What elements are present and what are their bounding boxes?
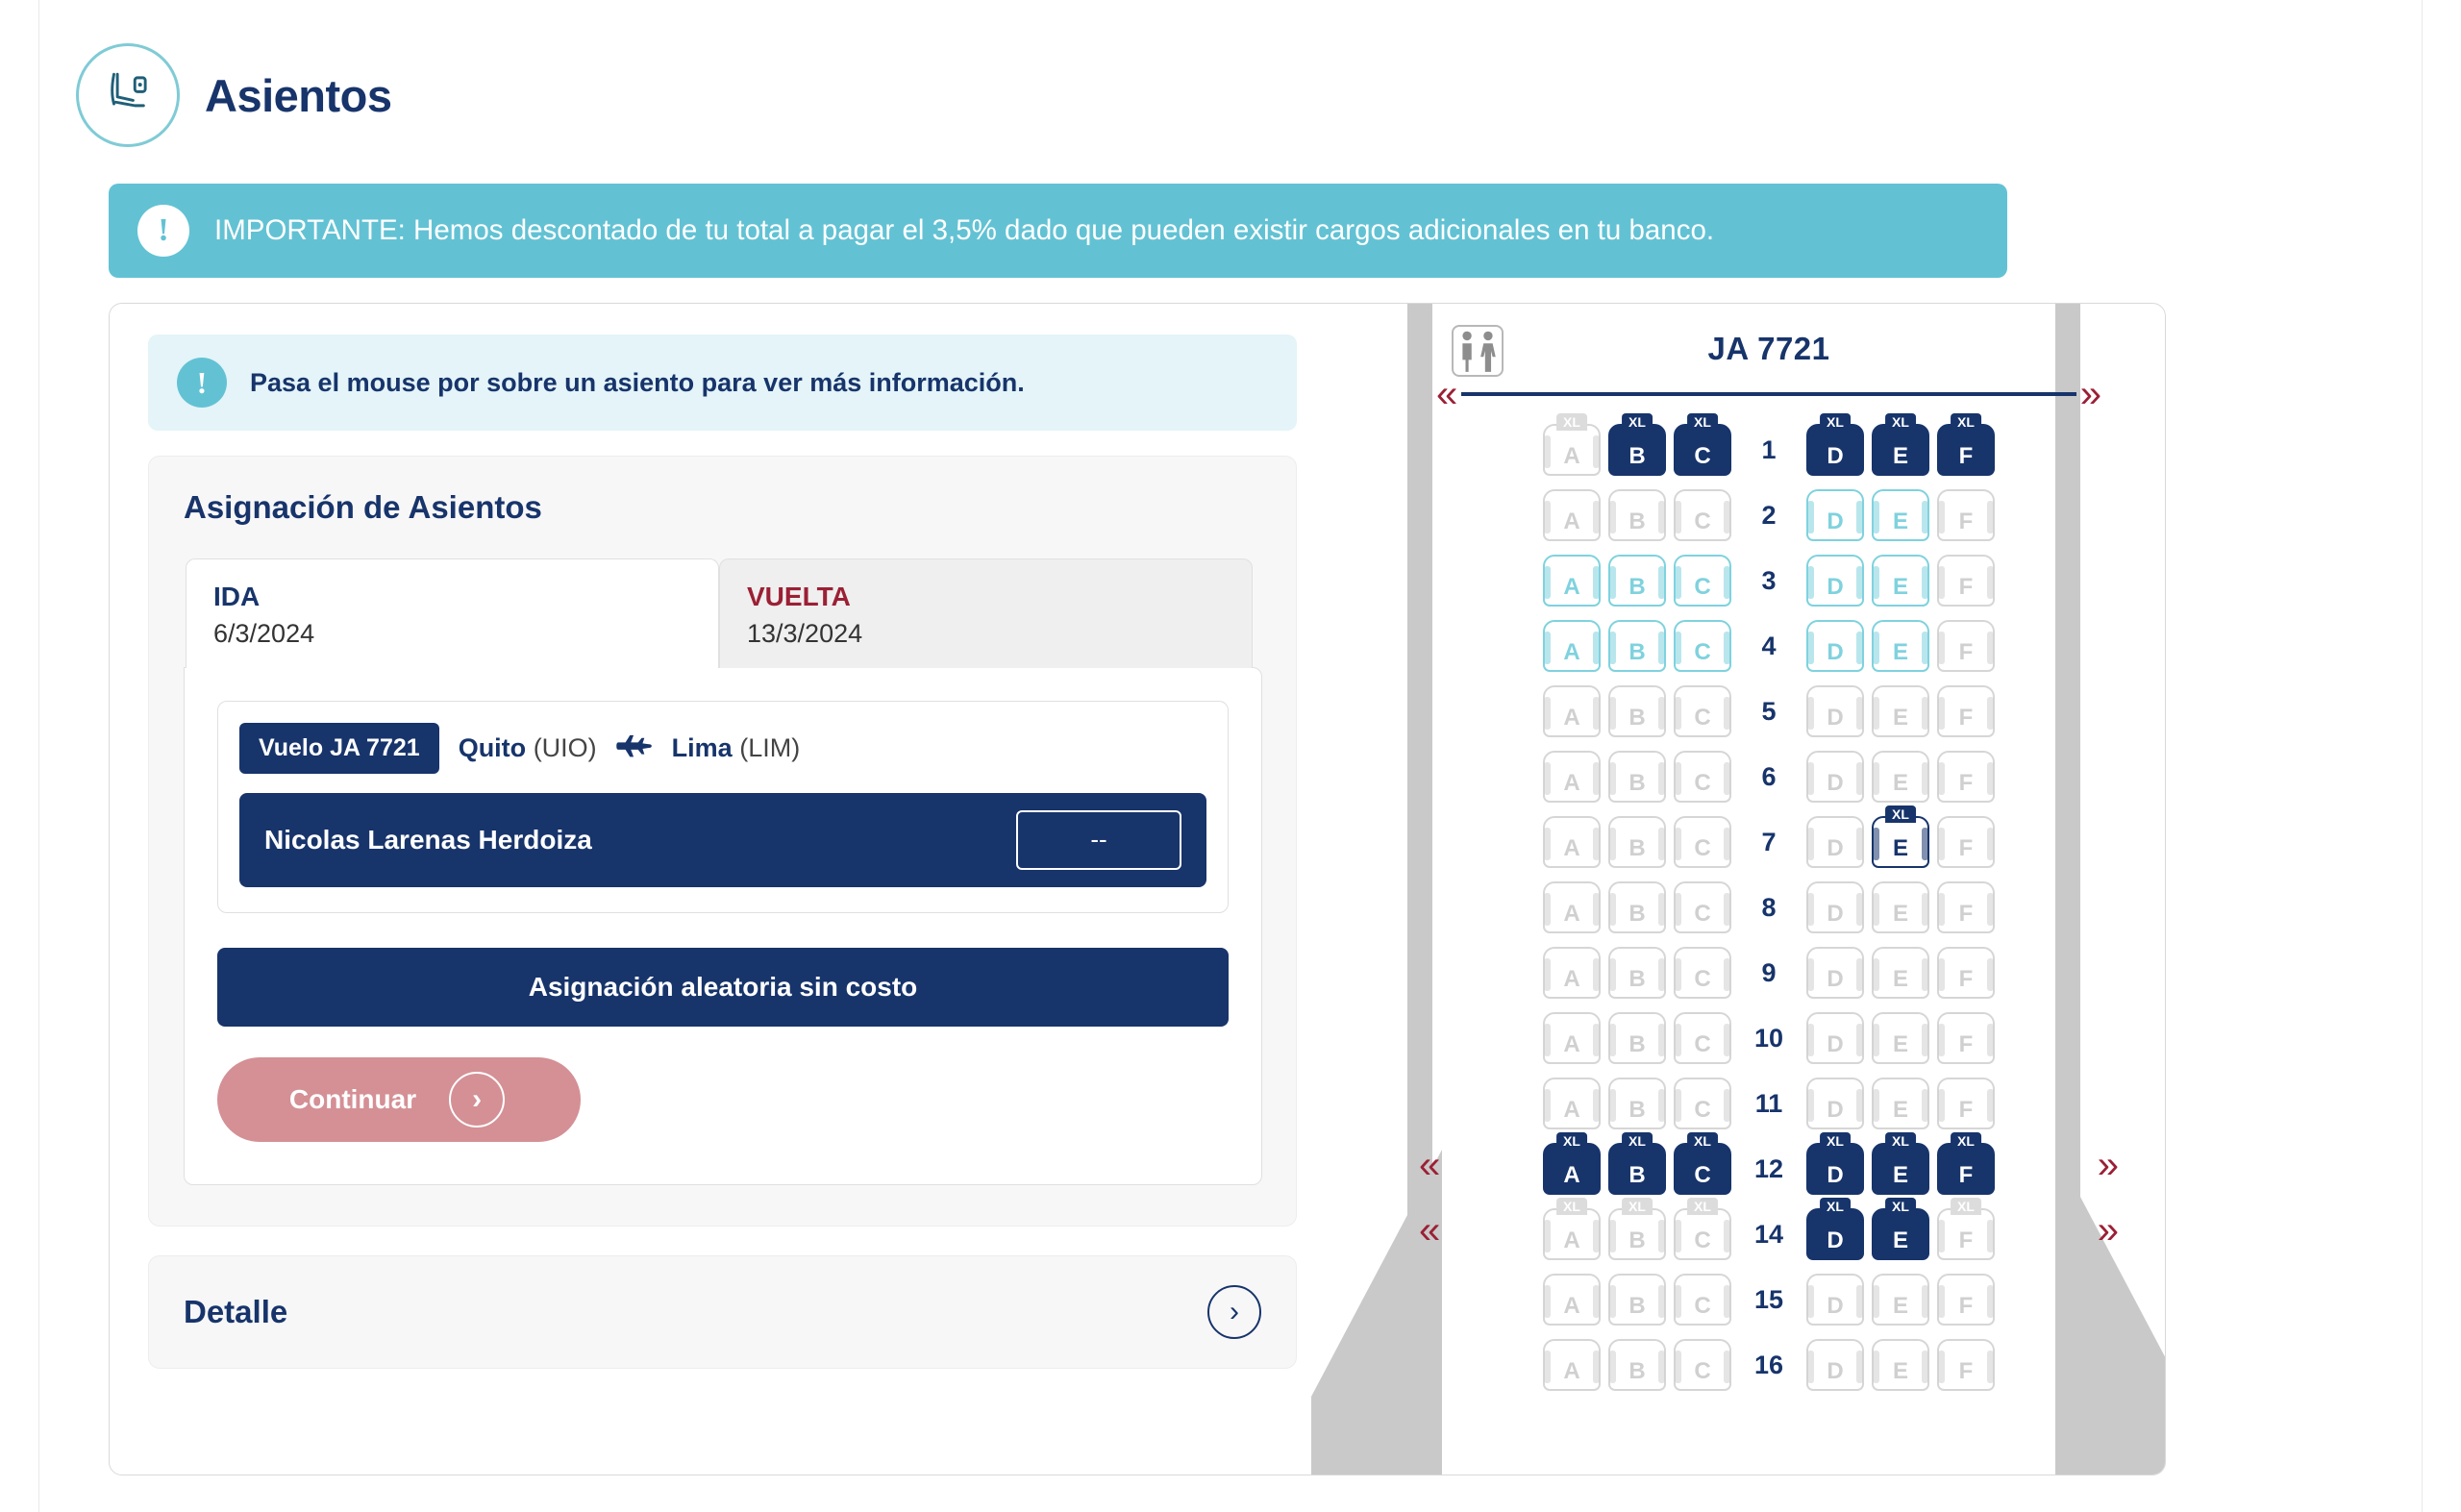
- seat-label: A: [1563, 443, 1580, 469]
- seat-4A[interactable]: [1543, 620, 1601, 672]
- lavatory-icon: [1452, 325, 1504, 377]
- seat-15F: [1937, 1274, 1995, 1326]
- seat-label: A: [1563, 1358, 1580, 1384]
- seat-label: B: [1628, 705, 1646, 731]
- seatmap-column: [1311, 304, 2165, 1475]
- xl-badge: XL: [1885, 1198, 1916, 1215]
- seat-8D: [1806, 881, 1864, 933]
- seat-row: [1432, 1005, 2105, 1071]
- seat-label: E: [1892, 770, 1908, 796]
- seat-label: E: [1892, 966, 1908, 992]
- seat-11C: [1674, 1078, 1731, 1129]
- seat-6B: [1608, 751, 1666, 803]
- seat-label: A: [1563, 1097, 1580, 1123]
- origin-label: [459, 733, 597, 763]
- seat-7A: [1543, 816, 1601, 868]
- seat-label: C: [1694, 705, 1711, 731]
- seat-label: E: [1892, 1358, 1908, 1384]
- seat-label: A: [1563, 705, 1580, 731]
- seat-1B[interactable]: [1608, 414, 1666, 476]
- seat-label: F: [1958, 1227, 1974, 1253]
- seat-16A: [1543, 1339, 1601, 1391]
- seat-1F[interactable]: [1937, 414, 1995, 476]
- seat-label: E: [1892, 1097, 1908, 1123]
- seat-label: E: [1892, 508, 1908, 534]
- seat-2D[interactable]: [1806, 489, 1864, 541]
- seat-label: B: [1628, 1162, 1646, 1188]
- xl-badge: XL: [1885, 413, 1916, 431]
- row-number: 5: [1761, 696, 1777, 726]
- assignment-title: Asignación de Asientos: [184, 489, 542, 525]
- seat-label: D: [1827, 835, 1844, 861]
- destination-city: Lima: [671, 732, 733, 762]
- seat-label: A: [1563, 1227, 1580, 1253]
- seat-label: C: [1694, 1097, 1711, 1123]
- seat-label: C: [1694, 770, 1711, 796]
- seat-label: D: [1827, 705, 1844, 731]
- seat-label: A: [1563, 966, 1580, 992]
- seat-label: A: [1563, 770, 1580, 796]
- seat-11E: [1872, 1078, 1929, 1129]
- detail-panel[interactable]: [148, 1255, 1297, 1369]
- seat-16B: [1608, 1339, 1666, 1391]
- seat-6E: [1872, 751, 1929, 803]
- seat-12A[interactable]: [1543, 1133, 1601, 1195]
- xl-badge: XL: [1820, 413, 1851, 431]
- tab-vuelta-label: VUELTA: [747, 582, 851, 611]
- seat-6D: [1806, 751, 1864, 803]
- seat-2A: [1543, 489, 1601, 541]
- seat-2B: [1608, 489, 1666, 541]
- seat-3B[interactable]: [1608, 555, 1666, 607]
- seat-label: E: [1892, 705, 1908, 731]
- seat-icon: [76, 43, 180, 147]
- seat-9B: [1608, 947, 1666, 999]
- seat-label: A: [1563, 574, 1580, 600]
- xl-badge: XL: [1622, 413, 1653, 431]
- seat-15E: [1872, 1274, 1929, 1326]
- tab-ida-label: IDA: [213, 582, 261, 611]
- seat-label: F: [1958, 770, 1974, 796]
- destination-code: (LIM): [739, 732, 801, 762]
- seat-14D[interactable]: [1806, 1199, 1864, 1260]
- seat-label: F: [1958, 1162, 1974, 1188]
- seat-label: C: [1694, 1293, 1711, 1319]
- seat-label: F: [1958, 1293, 1974, 1319]
- seat-4E[interactable]: [1872, 620, 1929, 672]
- xl-badge: XL: [1556, 413, 1587, 431]
- seat-14B: [1608, 1199, 1666, 1260]
- seat-4B[interactable]: [1608, 620, 1666, 672]
- seat-7D: [1806, 816, 1864, 868]
- seat-3A[interactable]: [1543, 555, 1601, 607]
- seat-11F: [1937, 1078, 1995, 1129]
- seat-label: C: [1694, 1031, 1711, 1057]
- chevron-right-icon: ›: [449, 1072, 505, 1128]
- seat-14A: [1543, 1199, 1601, 1260]
- seat-label: E: [1892, 901, 1908, 927]
- seat-15A: [1543, 1274, 1601, 1326]
- passenger-name: Nicolas Larenas Herdoiza: [264, 824, 592, 855]
- exclamation-icon: !: [137, 205, 189, 257]
- seat-row: [1432, 679, 2105, 744]
- seat-label: D: [1827, 901, 1844, 927]
- exit-chevron-icon: »: [2097, 1144, 2119, 1186]
- seat-row: [1419, 1199, 2119, 1267]
- seat-5A: [1543, 685, 1601, 737]
- seat-1E[interactable]: [1872, 414, 1929, 476]
- seat-12F[interactable]: [1937, 1133, 1995, 1195]
- chevron-right-icon[interactable]: ›: [1207, 1285, 1261, 1339]
- seat-3D[interactable]: [1806, 555, 1864, 607]
- seat-label: B: [1628, 1358, 1646, 1384]
- seat-label: B: [1628, 966, 1646, 992]
- seat-label: D: [1827, 1097, 1844, 1123]
- passenger-row: [239, 793, 1206, 887]
- seat-2F: [1937, 489, 1995, 541]
- seat-label: F: [1958, 574, 1974, 600]
- seat-5D: [1806, 685, 1864, 737]
- xl-badge: XL: [1951, 1198, 1981, 1215]
- row-number: 11: [1754, 1088, 1783, 1118]
- seat-label: B: [1628, 1227, 1646, 1253]
- seat-label: D: [1827, 1293, 1844, 1319]
- seat-5B: [1608, 685, 1666, 737]
- seat-16D: [1806, 1339, 1864, 1391]
- flight-number-chip: Vuelo JA 7721: [239, 723, 439, 774]
- page-header: [39, 0, 2422, 147]
- seat-11B: [1608, 1078, 1666, 1129]
- seat-9A: [1543, 947, 1601, 999]
- xl-badge: XL: [1885, 1132, 1916, 1150]
- seat-16F: [1937, 1339, 1995, 1391]
- seat-8B: [1608, 881, 1666, 933]
- assignment-panel: [148, 456, 1297, 1227]
- seat-label: F: [1958, 705, 1974, 731]
- seat-12E[interactable]: [1872, 1133, 1929, 1195]
- seat-15C: [1674, 1274, 1731, 1326]
- seat-label: D: [1827, 574, 1844, 600]
- seat-row: [1432, 613, 2105, 679]
- xl-badge: XL: [1687, 1132, 1718, 1150]
- seat-15D: [1806, 1274, 1864, 1326]
- seat-7B: [1608, 816, 1666, 868]
- seat-8F: [1937, 881, 1995, 933]
- front-exit-bar: [1432, 367, 2105, 415]
- row-number: 3: [1761, 565, 1777, 595]
- seat-6A: [1543, 751, 1601, 803]
- passenger-seat-button[interactable]: --: [1016, 810, 1181, 870]
- row-number: 12: [1753, 1153, 1784, 1183]
- exit-chevron-icon: «: [1419, 1209, 1441, 1252]
- seat-10E: [1872, 1012, 1929, 1064]
- seat-label: A: [1563, 1031, 1580, 1057]
- exit-chevron-icon: »: [2097, 1209, 2119, 1252]
- seat-row: [1432, 875, 2105, 940]
- seat-14E[interactable]: [1872, 1199, 1929, 1260]
- seat-2E[interactable]: [1872, 489, 1929, 541]
- seat-label: D: [1827, 1358, 1844, 1384]
- seat-label: A: [1563, 508, 1580, 534]
- seat-label: C: [1694, 901, 1711, 927]
- continue-button-label: Continuar: [288, 1083, 417, 1114]
- assignment-column: [110, 304, 1311, 1475]
- seat-14F: [1937, 1199, 1995, 1260]
- flight-route-row: [239, 723, 1206, 774]
- tab-ida[interactable]: [186, 558, 719, 668]
- seat-label: E: [1892, 1162, 1908, 1188]
- seat-label: D: [1827, 770, 1844, 796]
- seat-label: E: [1892, 1227, 1908, 1253]
- cabin-divider: [1461, 392, 2076, 396]
- seat-7E[interactable]: [1872, 806, 1929, 868]
- seat-row: [1419, 1133, 2119, 1202]
- seat-11D: [1806, 1078, 1864, 1129]
- seat-label: F: [1958, 901, 1974, 927]
- seat-label: C: [1694, 835, 1711, 861]
- seat-row: [1432, 483, 2105, 548]
- seat-selection-card: [109, 303, 2166, 1475]
- destination-label: [672, 733, 801, 763]
- seat-label: C: [1694, 639, 1711, 665]
- seat-row: [1432, 1267, 2105, 1332]
- xl-badge: XL: [1687, 413, 1718, 431]
- seat-label: C: [1694, 443, 1711, 469]
- row-number: 1: [1761, 434, 1777, 464]
- seat-row: [1432, 940, 2105, 1005]
- seat-label: C: [1694, 508, 1711, 534]
- seat-label: B: [1628, 1097, 1646, 1123]
- seat-label: B: [1628, 1031, 1646, 1057]
- seat-2C: [1674, 489, 1731, 541]
- wing-left: [1311, 1150, 1442, 1475]
- seatmap-flight-number: JA 7721: [1707, 331, 1830, 366]
- seat-label: D: [1827, 1031, 1844, 1057]
- seat-4D[interactable]: [1806, 620, 1864, 672]
- important-banner: [109, 184, 2007, 278]
- row-number: 6: [1761, 761, 1777, 791]
- tab-vuelta[interactable]: [719, 558, 1253, 668]
- seat-label: D: [1827, 443, 1844, 469]
- origin-city: Quito: [458, 732, 527, 762]
- exclamation-icon: !: [177, 358, 227, 408]
- xl-badge: XL: [1687, 1198, 1718, 1215]
- seat-4F: [1937, 620, 1995, 672]
- row-number: 4: [1761, 631, 1777, 660]
- seat-label: A: [1563, 901, 1580, 927]
- seat-10A: [1543, 1012, 1601, 1064]
- seat-3F: [1937, 555, 1995, 607]
- xl-badge: XL: [1951, 1132, 1981, 1150]
- xl-badge: XL: [1556, 1198, 1587, 1215]
- xl-badge: XL: [1622, 1132, 1653, 1150]
- seat-10C: [1674, 1012, 1731, 1064]
- seat-1A: [1543, 414, 1601, 476]
- seat-label: E: [1892, 443, 1908, 469]
- seat-10B: [1608, 1012, 1666, 1064]
- seat-label: B: [1628, 901, 1646, 927]
- seat-row: [1432, 548, 2105, 613]
- seat-9D: [1806, 947, 1864, 999]
- seat-label: C: [1694, 1358, 1711, 1384]
- seat-1C[interactable]: [1674, 414, 1731, 476]
- seat-label: C: [1694, 1227, 1711, 1253]
- important-banner-text: IMPORTANTE: Hemos descontado de tu total a pagar el 3,5% dado que pueden existir cargos adicionales en tu banco.: [214, 214, 1715, 246]
- seat-label: C: [1694, 1162, 1711, 1188]
- seat-label: F: [1958, 508, 1974, 534]
- tab-ida-date: 6/3/2024: [213, 618, 315, 648]
- seat-5C: [1674, 685, 1731, 737]
- hint-banner: [148, 335, 1297, 431]
- seat-label: A: [1563, 1293, 1580, 1319]
- seat-7F: [1937, 816, 1995, 868]
- seat-label: B: [1628, 770, 1646, 796]
- row-number: 10: [1753, 1023, 1784, 1053]
- xl-badge: XL: [1820, 1198, 1851, 1215]
- trip-tabs: [186, 558, 1261, 668]
- seat-label: F: [1958, 835, 1974, 861]
- seat-label: E: [1892, 1031, 1908, 1057]
- seat-label: F: [1958, 1031, 1974, 1057]
- tab-panel-ida: [184, 667, 1262, 1185]
- seat-label: F: [1958, 966, 1974, 992]
- row-number: 8: [1761, 892, 1777, 922]
- seat-row: [1432, 744, 2105, 809]
- seat-label: F: [1958, 443, 1974, 469]
- seat-9E: [1872, 947, 1929, 999]
- row-number: 7: [1761, 827, 1777, 856]
- page-title: Asientos: [205, 69, 392, 121]
- seat-label: B: [1628, 1293, 1646, 1319]
- xl-badge: XL: [1820, 1132, 1851, 1150]
- seat-label: A: [1563, 1162, 1580, 1188]
- seat-label: F: [1958, 639, 1974, 665]
- seat-label: E: [1892, 574, 1908, 600]
- seat-5F: [1937, 685, 1995, 737]
- tab-vuelta-date: 13/3/2024: [747, 618, 863, 648]
- seat-12B[interactable]: [1608, 1133, 1666, 1195]
- seat-label: D: [1827, 1227, 1844, 1253]
- seat-label: B: [1628, 443, 1646, 469]
- seat-rows: [1419, 414, 2119, 1398]
- seat-10F: [1937, 1012, 1995, 1064]
- continue-button[interactable]: [217, 1057, 581, 1142]
- seat-label: C: [1694, 966, 1711, 992]
- flight-box: [217, 701, 1229, 913]
- detail-title: Detalle: [184, 1293, 288, 1329]
- xl-badge: XL: [1885, 806, 1916, 823]
- seat-label: C: [1694, 574, 1711, 600]
- seat-label: E: [1892, 639, 1908, 665]
- seat-label: E: [1892, 1293, 1908, 1319]
- seat-8C: [1674, 881, 1731, 933]
- seat-12C[interactable]: [1674, 1133, 1731, 1195]
- seat-7C: [1674, 816, 1731, 868]
- seat-12D[interactable]: [1806, 1133, 1864, 1195]
- seat-1D[interactable]: [1806, 414, 1864, 476]
- seat-8A: [1543, 881, 1601, 933]
- seat-label: B: [1628, 835, 1646, 861]
- row-number: 14: [1753, 1219, 1784, 1249]
- seat-row: [1432, 1071, 2105, 1136]
- seat-label: B: [1628, 574, 1646, 600]
- seat-label: A: [1563, 835, 1580, 861]
- seat-label: D: [1827, 508, 1844, 534]
- seat-row: [1432, 1332, 2105, 1398]
- seat-6C: [1674, 751, 1731, 803]
- row-number: 9: [1761, 957, 1777, 987]
- seat-row: [1432, 806, 2105, 875]
- xl-badge: XL: [1622, 1198, 1653, 1215]
- seat-3C[interactable]: [1674, 555, 1731, 607]
- seat-label: D: [1827, 639, 1844, 665]
- row-number: 16: [1753, 1350, 1784, 1379]
- seat-row: [1432, 414, 2105, 483]
- row-number: 2: [1761, 500, 1777, 530]
- airplane-icon: [616, 733, 653, 762]
- exit-chevron-icon: «: [1436, 373, 1458, 415]
- seat-16C: [1674, 1339, 1731, 1391]
- seatmap: [1419, 304, 2119, 1398]
- exit-chevron-icon: »: [2079, 373, 2101, 415]
- seat-5E: [1872, 685, 1929, 737]
- seat-9C: [1674, 947, 1731, 999]
- seat-label: E: [1892, 835, 1908, 861]
- seat-label: B: [1628, 639, 1646, 665]
- random-assignment-button[interactable]: Asignación aleatoria sin costo: [217, 948, 1229, 1027]
- seat-3E[interactable]: [1872, 555, 1929, 607]
- row-number: 15: [1753, 1284, 1784, 1314]
- xl-badge: XL: [1556, 1132, 1587, 1150]
- seat-11A: [1543, 1078, 1601, 1129]
- seat-10D: [1806, 1012, 1864, 1064]
- xl-badge: XL: [1951, 413, 1981, 431]
- seat-label: D: [1827, 966, 1844, 992]
- seat-label: F: [1958, 1358, 1974, 1384]
- hint-banner-text: Pasa el mouse por sobre un asiento para ver más información.: [250, 367, 1025, 397]
- seat-label: B: [1628, 508, 1646, 534]
- seat-label: A: [1563, 639, 1580, 665]
- seat-15B: [1608, 1274, 1666, 1326]
- seat-label: D: [1827, 1162, 1844, 1188]
- seat-14C: [1674, 1199, 1731, 1260]
- seat-label: F: [1958, 1097, 1974, 1123]
- seat-16E: [1872, 1339, 1929, 1391]
- seat-8E: [1872, 881, 1929, 933]
- seat-4C[interactable]: [1674, 620, 1731, 672]
- page-container: [38, 0, 2423, 1512]
- exit-chevron-icon: «: [1419, 1144, 1441, 1186]
- origin-code: (UIO): [533, 732, 597, 762]
- seat-9F: [1937, 947, 1995, 999]
- seat-6F: [1937, 751, 1995, 803]
